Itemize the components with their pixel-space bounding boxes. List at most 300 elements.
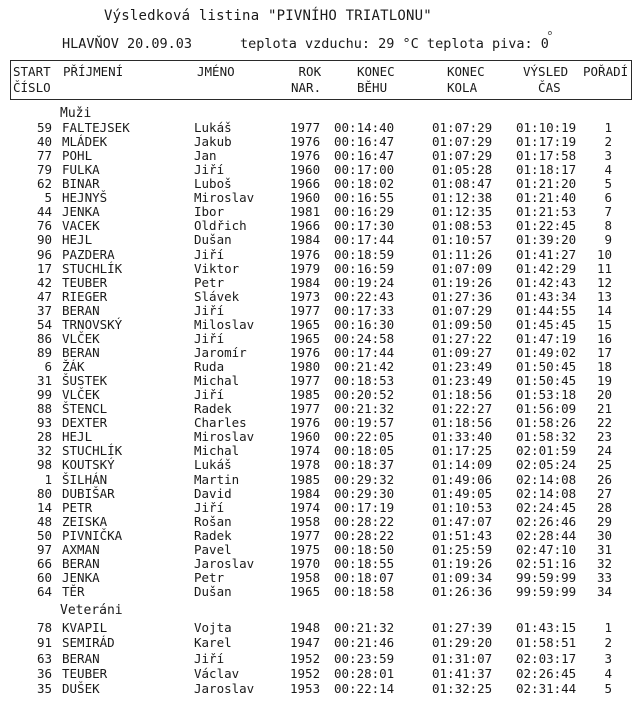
- final-time: 01:45:45: [516, 316, 577, 332]
- bike-end-time: 01:32:25: [432, 681, 493, 697]
- run-end-time: 00:22:43: [334, 288, 395, 304]
- table-row: [0, 585, 640, 599]
- birth-year: 1976: [290, 246, 321, 262]
- rank: 23: [596, 429, 612, 445]
- run-end-time: 00:17:30: [334, 218, 395, 234]
- surname: STUCHLÍK: [62, 443, 123, 459]
- first-name: Jiří: [194, 246, 225, 262]
- start-number: 54: [36, 316, 52, 332]
- birth-year: 1952: [290, 665, 321, 681]
- first-name: Radek: [194, 401, 232, 417]
- table-row: [0, 571, 640, 585]
- birth-year: 1965: [290, 583, 321, 599]
- bike-end-time: 01:26:36: [432, 583, 493, 599]
- first-name: Dušan: [194, 232, 232, 248]
- first-name: Jakub: [194, 134, 232, 150]
- table-row: [0, 135, 640, 149]
- start-number: 36: [36, 665, 52, 681]
- surname: DUBIŠAR: [62, 485, 115, 501]
- final-time: 01:21:53: [516, 204, 577, 220]
- rank: 2: [604, 134, 612, 150]
- birth-year: 1958: [290, 513, 321, 529]
- first-name: Jaromír: [194, 344, 247, 360]
- final-time: 02:31:44: [516, 681, 577, 697]
- rank: 24: [596, 443, 612, 459]
- surname: VLČEK: [62, 330, 100, 346]
- table-row: [0, 416, 640, 430]
- bike-end-time: 01:18:56: [432, 387, 493, 403]
- first-name: Jiří: [194, 162, 225, 178]
- table-row: [0, 529, 640, 543]
- surname: VACEK: [62, 218, 100, 234]
- header-surname: PŘÍJMENÍ: [63, 64, 124, 79]
- run-end-time: 00:19:57: [334, 415, 395, 431]
- run-end-time: 00:20:52: [334, 387, 395, 403]
- rank: 25: [596, 457, 612, 473]
- first-name: Petr: [194, 569, 225, 585]
- table-row: [0, 332, 640, 346]
- run-end-time: 00:29:30: [334, 485, 395, 501]
- table-row: [0, 636, 640, 650]
- birth-year: 1976: [290, 344, 321, 360]
- start-number: 78: [36, 620, 52, 635]
- rank: 1: [604, 620, 612, 635]
- surname: HEJNYŠ: [62, 190, 108, 206]
- table-row: [0, 621, 640, 635]
- surname: FALTEJSEK: [62, 120, 130, 135]
- birth-year: 1978: [290, 457, 321, 473]
- table-row: [0, 682, 640, 696]
- bike-end-time: 01:10:57: [432, 232, 493, 248]
- start-number: 44: [36, 204, 52, 220]
- surname: POHL: [62, 148, 93, 164]
- rank: 34: [596, 583, 612, 599]
- table-row: [0, 652, 640, 666]
- table-row: [0, 543, 640, 557]
- first-name: Viktor: [194, 260, 240, 276]
- first-name: Jaroslav: [194, 681, 255, 697]
- start-number: 79: [36, 162, 52, 178]
- first-name: Miroslav: [194, 190, 255, 206]
- table-row: [0, 276, 640, 290]
- final-time: 01:49:02: [516, 344, 577, 360]
- first-name: Lukáš: [194, 457, 232, 473]
- birth-year: 1977: [290, 527, 321, 543]
- rank: 31: [596, 541, 612, 557]
- surname: RIEGER: [62, 288, 108, 304]
- bike-end-time: 01:31:07: [432, 650, 493, 666]
- start-number: 59: [36, 120, 52, 135]
- final-time: 02:26:45: [516, 665, 577, 681]
- table-row: [0, 388, 640, 402]
- birth-year: 1973: [290, 288, 321, 304]
- first-name: Martin: [194, 471, 240, 487]
- first-name: Jiří: [194, 499, 225, 515]
- birth-year: 1984: [290, 232, 321, 248]
- run-end-time: 00:29:32: [334, 471, 395, 487]
- bike-end-time: 01:12:38: [432, 190, 493, 206]
- final-time: 02:14:08: [516, 485, 577, 501]
- surname: PIVNIČKA: [62, 527, 123, 543]
- surname: TEUBER: [62, 274, 108, 290]
- birth-year: 1966: [290, 176, 321, 192]
- run-end-time: 00:22:14: [334, 681, 395, 697]
- rank: 32: [596, 555, 612, 571]
- table-row: [0, 121, 640, 135]
- first-name: Karel: [194, 635, 232, 651]
- final-time: 02:24:45: [516, 499, 577, 515]
- start-number: 91: [36, 635, 52, 651]
- birth-year: 1966: [290, 218, 321, 234]
- first-name: Ruda: [194, 359, 225, 375]
- run-end-time: 00:16:30: [334, 316, 395, 332]
- surname: ŠILHÁN: [62, 471, 108, 487]
- start-number: 80: [36, 485, 52, 501]
- rank: 6: [604, 190, 612, 206]
- surname: STUCHLÍK: [62, 260, 123, 276]
- run-end-time: 00:28:01: [334, 665, 395, 681]
- table-row: [0, 149, 640, 163]
- birth-year: 1985: [290, 471, 321, 487]
- bike-end-time: 01:08:53: [432, 218, 493, 234]
- document-title: Výsledková listina "PIVNÍHO TRIATLONU": [104, 8, 432, 24]
- start-number: 77: [36, 148, 52, 164]
- header-first-name: JMÉNO: [197, 64, 235, 79]
- run-end-time: 00:17:44: [334, 232, 395, 248]
- final-time: 02:05:24: [516, 457, 577, 473]
- birth-year: 1984: [290, 274, 321, 290]
- surname: DEXTER: [62, 415, 108, 431]
- birth-year: 1970: [290, 555, 321, 571]
- surname: TĚR: [62, 583, 85, 599]
- surname: JENKA: [62, 204, 100, 220]
- bike-end-time: 01:19:26: [432, 274, 493, 290]
- first-name: Michal: [194, 443, 240, 459]
- final-time: 01:22:45: [516, 218, 577, 234]
- rank: 3: [604, 148, 612, 164]
- bike-end-time: 01:41:37: [432, 665, 493, 681]
- table-row: [0, 473, 640, 487]
- start-number: 32: [36, 443, 52, 459]
- rank: 5: [604, 176, 612, 192]
- header-birth-year: ROK NAR.: [291, 64, 322, 95]
- start-number: 63: [36, 650, 52, 666]
- birth-year: 1958: [290, 569, 321, 585]
- table-row: [0, 430, 640, 444]
- birth-year: 1952: [290, 650, 321, 666]
- rank: 14: [596, 302, 612, 318]
- table-row: [0, 444, 640, 458]
- bike-end-time: 01:29:20: [432, 635, 493, 651]
- first-name: Michal: [194, 373, 240, 389]
- surname: KVAPIL: [62, 620, 108, 635]
- bike-end-time: 01:49:05: [432, 485, 493, 501]
- final-time: 01:58:26: [516, 415, 577, 431]
- birth-year: 1974: [290, 499, 321, 515]
- birth-year: 1976: [290, 415, 321, 431]
- birth-year: 1979: [290, 260, 321, 276]
- bike-end-time: 01:09:34: [432, 569, 493, 585]
- surname: JENKA: [62, 569, 100, 585]
- rank: 33: [596, 569, 612, 585]
- final-time: 01:39:20: [516, 232, 577, 248]
- bike-end-time: 01:17:25: [432, 443, 493, 459]
- start-number: 6: [44, 359, 52, 375]
- table-row: [0, 262, 640, 276]
- final-time: 01:41:27: [516, 246, 577, 262]
- birth-year: 1981: [290, 204, 321, 220]
- surname: ŠTENCL: [62, 401, 108, 417]
- surname: ZEISKA: [62, 513, 108, 529]
- run-end-time: 00:18:58: [334, 583, 395, 599]
- birth-year: 1965: [290, 330, 321, 346]
- birth-year: 1984: [290, 485, 321, 501]
- bike-end-time: 01:18:56: [432, 415, 493, 431]
- birth-year: 1974: [290, 443, 321, 459]
- first-name: Jaroslav: [194, 555, 255, 571]
- run-end-time: 00:16:59: [334, 260, 395, 276]
- bike-end-time: 01:33:40: [432, 429, 493, 445]
- section-title: Veteráni: [60, 603, 123, 618]
- birth-year: 1960: [290, 190, 321, 206]
- run-end-time: 00:17:33: [334, 302, 395, 318]
- rank: 8: [604, 218, 612, 234]
- table-row: [0, 501, 640, 515]
- surname: KOUTSKÝ: [62, 457, 115, 473]
- table-row: [0, 458, 640, 472]
- table-row: [0, 177, 640, 191]
- rank: 19: [596, 373, 612, 389]
- birth-year: 1976: [290, 148, 321, 164]
- run-end-time: 00:18:37: [334, 457, 395, 473]
- final-time: 02:03:17: [516, 650, 577, 666]
- first-name: Ibor: [194, 204, 225, 220]
- first-name: Oldřich: [194, 218, 247, 234]
- run-end-time: 00:16:47: [334, 134, 395, 150]
- table-row: [0, 515, 640, 529]
- final-time: 01:10:19: [516, 120, 577, 135]
- rank: 13: [596, 288, 612, 304]
- bike-end-time: 01:25:59: [432, 541, 493, 557]
- birth-year: 1975: [290, 541, 321, 557]
- final-time: 01:42:43: [516, 274, 577, 290]
- run-end-time: 00:21:42: [334, 359, 395, 375]
- first-name: Vojta: [194, 620, 232, 635]
- table-row: [0, 487, 640, 501]
- first-name: Luboš: [194, 176, 232, 192]
- table-row: [0, 205, 640, 219]
- surname: VLČEK: [62, 387, 100, 403]
- start-number: 93: [36, 415, 52, 431]
- final-time: 01:50:45: [516, 359, 577, 375]
- rank: 20: [596, 387, 612, 403]
- run-end-time: 00:17:19: [334, 499, 395, 515]
- surname: MLÁDEK: [62, 134, 108, 150]
- start-number: 97: [36, 541, 52, 557]
- table-row: [0, 290, 640, 304]
- bike-end-time: 01:08:47: [432, 176, 493, 192]
- bike-end-time: 01:09:50: [432, 316, 493, 332]
- final-time: 01:53:18: [516, 387, 577, 403]
- start-number: 42: [36, 274, 52, 290]
- start-number: 64: [36, 583, 52, 599]
- final-time: 02:01:59: [516, 443, 577, 459]
- first-name: Jiří: [194, 330, 225, 346]
- final-time: 01:56:09: [516, 401, 577, 417]
- header-start-number: START ČÍSLO: [13, 64, 51, 95]
- final-time: 01:58:32: [516, 429, 577, 445]
- run-end-time: 00:18:50: [334, 541, 395, 557]
- header-run-end: KONEC BĚHU: [357, 64, 395, 95]
- bike-end-time: 01:49:06: [432, 471, 493, 487]
- final-time: 01:47:19: [516, 330, 577, 346]
- bike-end-time: 01:07:29: [432, 134, 493, 150]
- surname: BINAR: [62, 176, 100, 192]
- rank: 4: [604, 162, 612, 178]
- start-number: 14: [36, 499, 52, 515]
- rank: 17: [596, 344, 612, 360]
- run-end-time: 00:16:29: [334, 204, 395, 220]
- final-time: 01:43:34: [516, 288, 577, 304]
- rank: 3: [604, 650, 612, 666]
- start-number: 31: [36, 373, 52, 389]
- header-bike-end: KONEC KOLA: [447, 64, 485, 95]
- run-end-time: 00:14:40: [334, 120, 395, 135]
- final-time: 02:28:44: [516, 527, 577, 543]
- final-time: 01:44:55: [516, 302, 577, 318]
- birth-year: 1960: [290, 162, 321, 178]
- table-row: [0, 191, 640, 205]
- start-number: 35: [36, 681, 52, 697]
- run-end-time: 00:23:59: [334, 650, 395, 666]
- run-end-time: 00:22:05: [334, 429, 395, 445]
- table-row: [0, 346, 640, 360]
- start-number: 28: [36, 429, 52, 445]
- start-number: 76: [36, 218, 52, 234]
- first-name: Jan: [194, 148, 217, 164]
- surname: TEUBER: [62, 665, 108, 681]
- start-number: 48: [36, 513, 52, 529]
- final-time: 02:47:10: [516, 541, 577, 557]
- bike-end-time: 01:07:29: [432, 302, 493, 318]
- rank: 5: [604, 681, 612, 697]
- bike-end-time: 01:05:28: [432, 162, 493, 178]
- bike-end-time: 01:27:39: [432, 620, 493, 635]
- bike-end-time: 01:07:09: [432, 260, 493, 276]
- surname: HEJL: [62, 232, 93, 248]
- surname: SEMIRÁD: [62, 635, 115, 651]
- surname: BERAN: [62, 302, 100, 318]
- degree-mark: °: [546, 30, 554, 45]
- first-name: Jiří: [194, 302, 225, 318]
- rank: 28: [596, 499, 612, 515]
- header-final-time: VÝSLED ČAS: [523, 64, 569, 95]
- final-time: 01:42:29: [516, 260, 577, 276]
- rank: 30: [596, 527, 612, 543]
- start-number: 47: [36, 288, 52, 304]
- run-end-time: 00:17:44: [334, 344, 395, 360]
- start-number: 98: [36, 457, 52, 473]
- final-time: 99:59:99: [516, 569, 577, 585]
- birth-year: 1977: [290, 373, 321, 389]
- rank: 22: [596, 415, 612, 431]
- bike-end-time: 01:10:53: [432, 499, 493, 515]
- bike-end-time: 01:07:29: [432, 148, 493, 164]
- birth-year: 1953: [290, 681, 321, 697]
- start-number: 5: [44, 190, 52, 206]
- run-end-time: 00:16:55: [334, 190, 395, 206]
- start-number: 50: [36, 527, 52, 543]
- run-end-time: 00:16:47: [334, 148, 395, 164]
- final-time: 01:18:17: [516, 162, 577, 178]
- start-number: 17: [36, 260, 52, 276]
- final-time: 02:14:08: [516, 471, 577, 487]
- birth-year: 1947: [290, 635, 321, 651]
- rank: 21: [596, 401, 612, 417]
- start-number: 90: [36, 232, 52, 248]
- first-name: Radek: [194, 527, 232, 543]
- start-number: 40: [36, 134, 52, 150]
- start-number: 86: [36, 330, 52, 346]
- start-number: 37: [36, 302, 52, 318]
- surname: PETR: [62, 499, 93, 515]
- surname: FULKA: [62, 162, 100, 178]
- birth-year: 1977: [290, 302, 321, 318]
- first-name: Pavel: [194, 541, 232, 557]
- rank: 9: [604, 232, 612, 248]
- surname: ŽÁK: [62, 359, 85, 375]
- start-number: 66: [36, 555, 52, 571]
- rank: 18: [596, 359, 612, 375]
- run-end-time: 00:28:22: [334, 527, 395, 543]
- first-name: Václav: [194, 665, 240, 681]
- final-time: 01:21:20: [516, 176, 577, 192]
- birth-year: 1948: [290, 620, 321, 635]
- final-time: 01:43:15: [516, 620, 577, 635]
- birth-year: 1960: [290, 429, 321, 445]
- bike-end-time: 01:22:27: [432, 401, 493, 417]
- run-end-time: 00:18:59: [334, 246, 395, 262]
- surname: PAZDERA: [62, 246, 115, 262]
- first-name: Jiří: [194, 650, 225, 666]
- surname: BERAN: [62, 344, 100, 360]
- start-number: 96: [36, 246, 52, 262]
- first-name: Rošan: [194, 513, 232, 529]
- surname: TRNOVSKÝ: [62, 316, 123, 332]
- run-end-time: 00:18:53: [334, 373, 395, 389]
- surname: DUŠEK: [62, 681, 100, 697]
- table-row: [0, 248, 640, 262]
- rank: 29: [596, 513, 612, 529]
- final-time: 01:50:45: [516, 373, 577, 389]
- run-end-time: 00:21:46: [334, 635, 395, 651]
- bike-end-time: 01:27:22: [432, 330, 493, 346]
- rank: 4: [604, 665, 612, 681]
- run-end-time: 00:19:24: [334, 274, 395, 290]
- table-row: [0, 219, 640, 233]
- section-title: Muži: [60, 106, 92, 121]
- run-end-time: 00:17:00: [334, 162, 395, 178]
- bike-end-time: 01:14:09: [432, 457, 493, 473]
- table-row: [0, 304, 640, 318]
- bike-end-time: 01:23:49: [432, 373, 493, 389]
- bike-end-time: 01:51:43: [432, 527, 493, 543]
- table-row: [0, 374, 640, 388]
- run-end-time: 00:18:05: [334, 443, 395, 459]
- header-rank: POŘADÍ: [583, 64, 629, 79]
- rank: 1: [604, 120, 612, 135]
- run-end-time: 00:28:22: [334, 513, 395, 529]
